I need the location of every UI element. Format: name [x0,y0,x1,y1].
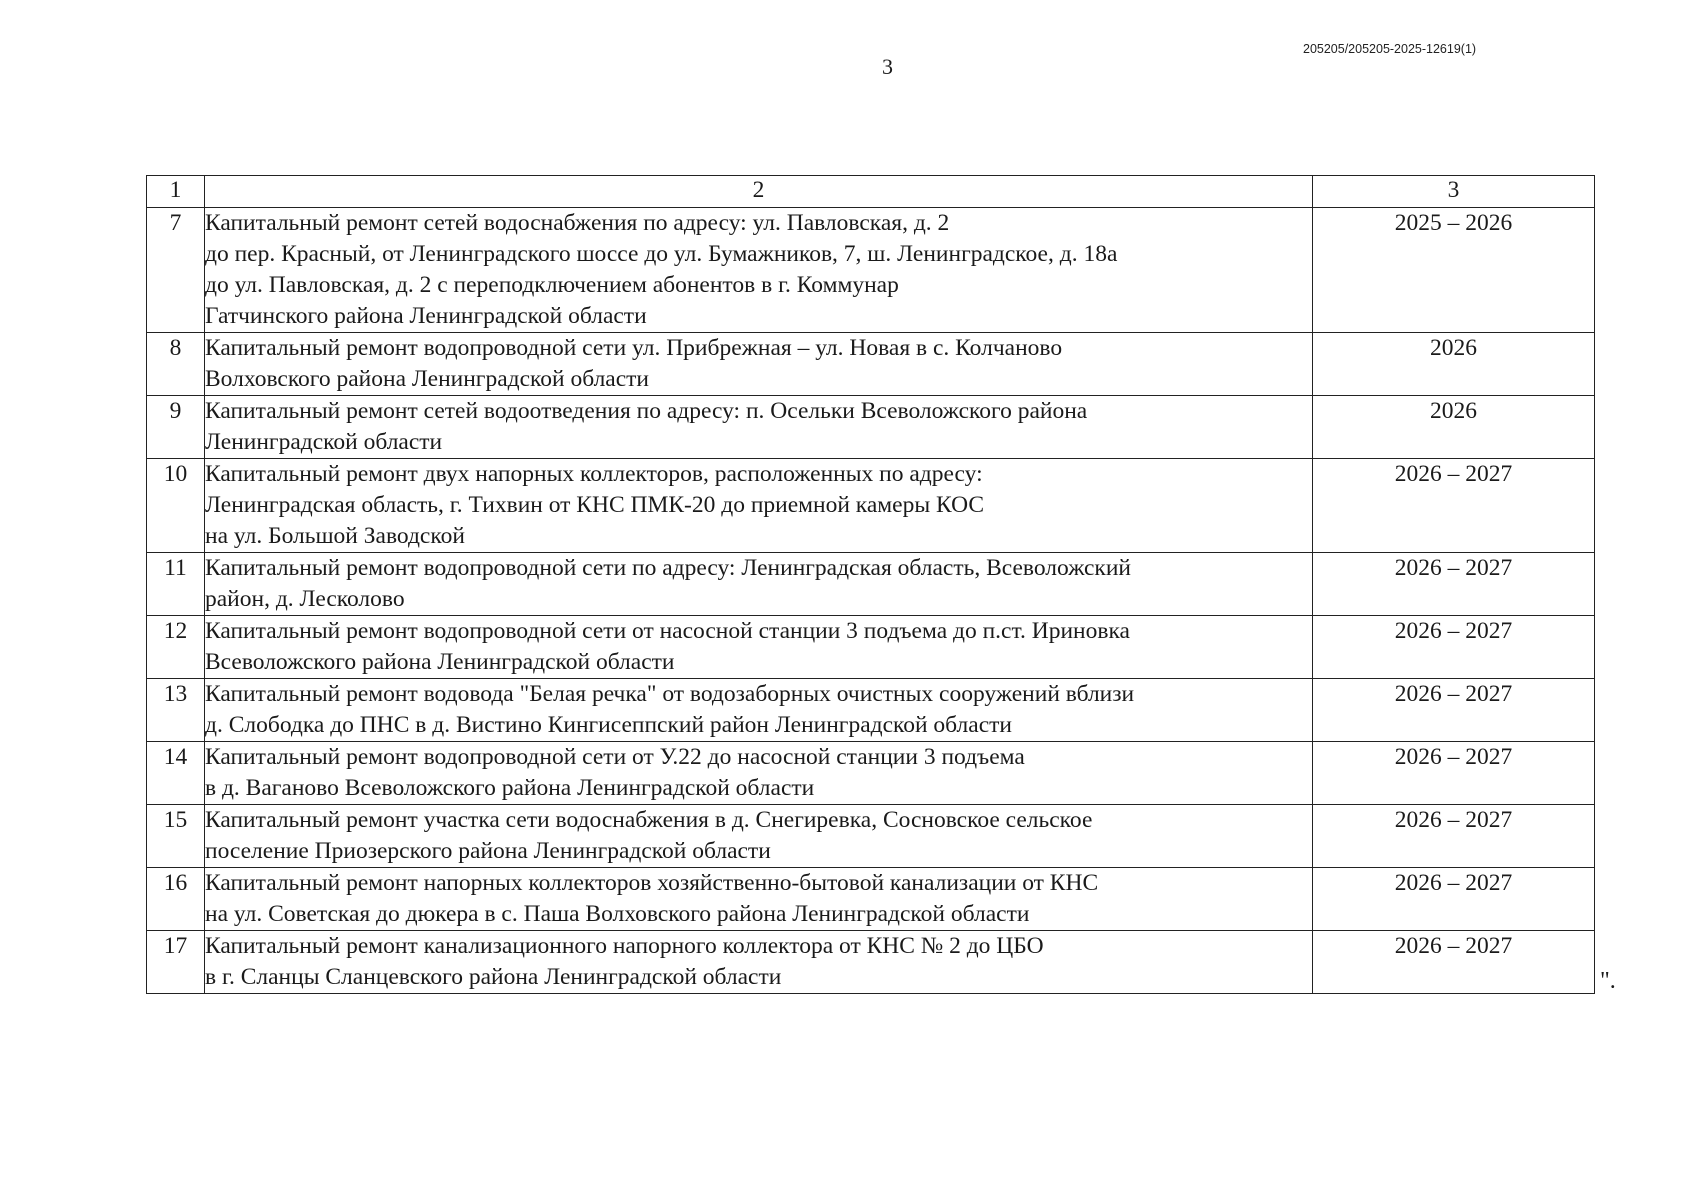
row-description-cell [205,208,1313,333]
description-line: Ленинградская область, г. Тихвин от КНС ПМК-20 до приемной камеры КОС [205,492,985,518]
table-row [147,616,1595,679]
row-number-cell: 13 [147,679,205,742]
row-years-cell: 2026 [1313,333,1595,396]
description-line: Капитальный ремонт водопроводной сети от насосной станции 3 подъема до п.ст. Ириновка [205,618,1130,644]
row-number-cell: 14 [147,742,205,805]
row-number-cell: 17 [147,931,205,994]
description-line: Капитальный ремонт участка сети водоснабжения в д. Снегиревка, Сосновское сельское [205,807,1093,833]
description-line: до ул. Павловская, д. 2 с переподключением абонентов в г. Коммунар [205,272,899,298]
row-number-cell: 16 [147,868,205,931]
description-line: Капитальный ремонт двух напорных коллекторов, расположенных по адресу: [205,461,983,487]
table-row [147,208,1595,333]
table-header-row [147,176,1595,208]
table-row [147,333,1595,396]
description-line: поселение Приозерского района Ленинградской области [205,838,771,864]
description-line: на ул. Советская до дюкера в с. Паша Волховского района Ленинградской области [205,901,1030,927]
row-description-cell [205,931,1313,994]
row-number-cell: 10 [147,459,205,553]
row-description-cell [205,679,1313,742]
description-line: в г. Сланцы Сланцевского района Ленинградской области [205,964,782,990]
description-line: Капитальный ремонт канализационного напорного коллектора от КНС № 2 до ЦБО [205,933,1044,959]
row-years-cell: 2026 – 2027 [1313,679,1595,742]
header-cell-description: 2 [205,176,1313,208]
row-number-cell: 12 [147,616,205,679]
row-years-cell: 2026 – 2027 [1313,553,1595,616]
row-description-cell [205,742,1313,805]
row-years-cell: 2026 [1313,396,1595,459]
row-number-cell: 15 [147,805,205,868]
closing-quote-mark: ". [1600,968,1616,994]
table-row [147,742,1595,805]
row-number-cell: 8 [147,333,205,396]
description-line: Гатчинского района Ленинградской области [205,303,647,329]
header-cell-number: 1 [147,176,205,208]
description-line: до пер. Красный, от Ленинградского шоссе до ул. Бумажников, 7, ш. Ленинградское, д. 18а [205,241,1118,267]
description-line: д. Слободка до ПНС в д. Вистино Кингисеппский район Ленинградской области [205,712,1012,738]
description-line: Капитальный ремонт водовода "Белая речка" от водозаборных очистных сооружений вблизи [205,681,1135,707]
description-line: Волховского района Ленинградской области [205,366,649,392]
description-line: Капитальный ремонт напорных коллекторов хозяйственно-бытовой канализации от КНС [205,870,1099,896]
description-line: Капитальный ремонт водопроводной сети ул. Прибрежная – ул. Новая в с. Колчаново [205,335,1063,361]
row-years-cell: 2026 – 2027 [1313,931,1595,994]
row-description-cell [205,553,1313,616]
description-line: Всеволожского района Ленинградской области [205,649,675,675]
table-row [147,931,1595,994]
page-number: 3 [882,54,893,79]
row-description-cell [205,868,1313,931]
row-description-cell [205,616,1313,679]
row-years-cell: 2026 – 2027 [1313,742,1595,805]
description-line: Капитальный ремонт сетей водоснабжения по адресу: ул. Павловская, д. 2 [205,210,950,236]
table-row [147,553,1595,616]
row-description-cell [205,805,1313,868]
works-table [146,175,1595,994]
description-line: в д. Ваганово Всеволожского района Ленинградской области [205,775,815,801]
row-description-cell [205,333,1313,396]
description-line: Капитальный ремонт водопроводной сети по адресу: Ленинградская область, Всеволожский [205,555,1132,581]
row-years-cell: 2026 – 2027 [1313,459,1595,553]
table-row [147,459,1595,553]
row-number-cell: 9 [147,396,205,459]
row-years-cell: 2026 – 2027 [1313,616,1595,679]
row-description-cell [205,396,1313,459]
table-row [147,396,1595,459]
row-description-cell [205,459,1313,553]
header-cell-years: 3 [1313,176,1595,208]
row-number-cell: 7 [147,208,205,333]
row-number-cell: 11 [147,553,205,616]
document-id: 205205/205205-2025-12619(1) [1303,42,1477,56]
table-row [147,679,1595,742]
description-line: район, д. Лесколово [205,586,405,612]
row-years-cell: 2025 – 2026 [1313,208,1595,333]
table-row [147,868,1595,931]
description-line: на ул. Большой Заводской [205,523,465,549]
row-years-cell: 2026 – 2027 [1313,868,1595,931]
description-line: Капитальный ремонт водопроводной сети от У.22 до насосной станции 3 подъема [205,744,1025,770]
description-line: Капитальный ремонт сетей водоотведения по адресу: п. Осельки Всеволожского района [205,398,1088,424]
table-row [147,805,1595,868]
row-years-cell: 2026 – 2027 [1313,805,1595,868]
description-line: Ленинградской области [205,429,443,455]
